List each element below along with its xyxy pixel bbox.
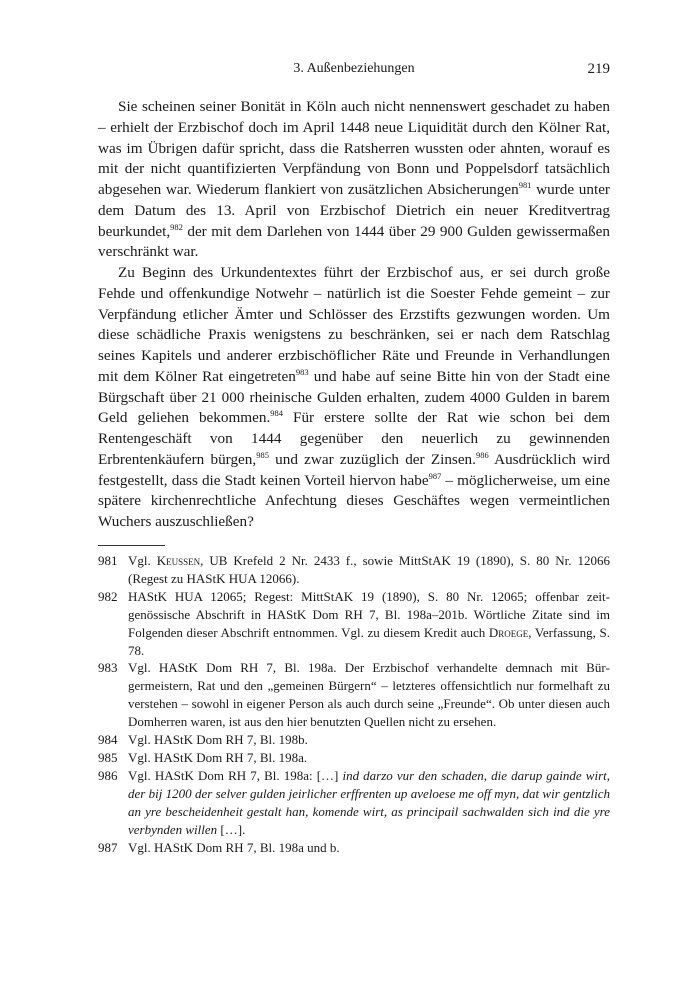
text-run: Vgl. HAStK Dom RH 7, Bl. 198a und b. [128,839,340,855]
text-run: Vgl. HAStK Dom RH 7, Bl. 198a. [128,749,308,765]
footnote-text [128,767,610,839]
text-run: Zu Beginn des Urkundentextes führt der Erzbischof aus, er sei durch große Fehde und offenkundige Notwehr – natürlich ist die Soester Fehde gemeint – zur Verpfändung etlicher Ämter und Schlösser des Erzstifts gezwungen worden. Um diese schädliche Praxis wenigstens zu beschränken, sei er nach dem Ratschlag seines Kapitels und anderer erzbischöflicher Räte und Freunde in Verhandlungen mit dem Kölner Rat eingetreten [98,264,610,385]
footnote [98,749,610,767]
text-run: […]. [217,821,246,837]
footnote [98,731,610,749]
text-run: Sie scheinen seiner Bonität in Köln auch nicht nennenswert geschadet zu haben – erhielt der Erzbischof doch im April 1448 neue Liquidität durch den Kölner Rat, was im Übrigen dafür spricht, dass die Ratsherren wussten oder ahnten, worauf es mit der nicht quantifizierten Verpfändung von Bonn und Poppelsdorf tatsächlich abgesehen war. Wiederum flankiert von zusätzlichen Absicherungen [98,98,610,198]
footnote-separator [98,545,165,546]
footnote-number: 981 [98,553,118,568]
footnote-reference[interactable]: 984 [270,408,283,419]
quotation: ind darzo vur den schaden, die darup gainde wirt, der bij 1200 der selver gulden jeirlicher erffrenten up aveloese me off myn, dat wir gentzlich an yre bescheidenheit gestalt han, komende wirt, as principail sachwalden sich ind die yre verbynden willen [128,767,610,837]
page-number: 219 [587,61,610,77]
footnote-number: 985 [98,749,118,765]
footnote-reference[interactable]: 985 [256,449,269,460]
text-run: und zwar zuzüglich der Zinsen. [268,450,476,468]
footnote [98,659,610,731]
footnote-reference[interactable]: 986 [475,449,489,460]
running-header [98,61,610,81]
footnote [98,588,610,660]
text-run: und habe auf seine Bitte hin von der Stadt eine Bürgschaft über 21 000 rheinische Gulden erhalten, zudem 4000 Gulden in barem Geld geliehen bekommen. [98,367,610,427]
text-run: Für erstere sollte der Rat wie schon bei dem Rentengeschäft von 1444 gegenüber den neuerlich zu gewinnenden Erbrentenkäufern bürgen, [98,409,611,468]
footnote [98,552,610,588]
footnote-text [128,731,610,749]
footnote-text [128,588,610,660]
footnote-reference[interactable]: 983 [295,366,309,377]
text-run: , UB Krefeld 2 Nr. 2433 f., sowie MittStAK 19 (1890), S. 80 Nr. 12066 (Regest zu HAStK HUA 12066). [128,553,610,586]
footnote-number: 986 [98,767,118,783]
footnote-number: 987 [98,839,118,855]
paragraph [98,263,610,533]
footnote-text [128,749,610,767]
text-run: Vgl. HAStK Dom RH 7, Bl. 198a. Der Erzbischof verhandelte demnach mit Bürgermeistern, Rat und den „gemeinen Bürgern“ – letzteres offensichtlich nur formelhaft zu verstehen – sowohl in eigener Person als auch durch seine „Freunde“. Ob unter diesen auch Domherren waren, ist aus den hier benutzten Quellen nicht zu ersehen. [128,660,610,730]
text-run: Vgl. [128,553,157,568]
author-name: Droege [488,624,529,640]
footnote-text [128,659,610,731]
footnote-text [128,839,610,857]
footnote-reference[interactable]: 987 [428,470,442,481]
footnote-number: 984 [98,732,118,748]
text-run: HAStK HUA 12065; Regest: MittStAK 19 (1890), S. 80 Nr. 12065; offenbar zeitgenössische Abschrift in HAStK Dom RH 7, Bl. 198a–201b. Wörtliche Zitate sind im Folgenden dieser Abschrift entnommen. Vgl. zu diesem Kredit auch [128,588,610,640]
running-title: 3. Außenbeziehungen [293,61,415,76]
text-run: Ausdrücklich wird festgestellt, dass die Stadt keinen Vorteil hiervon habe [98,450,610,489]
footnote-reference[interactable]: 981 [518,180,532,190]
footnote-reference[interactable]: 982 [170,221,183,232]
footnote [98,839,610,857]
text-run: – möglicherweise, um eine spätere kirchenrechtliche Anfechtung dieses Geschäftes wegen vermeintlichen Wuchers auszuschließen? [98,471,610,530]
main-text [98,97,610,533]
text-run: der mit dem Darlehen von 1444 über 29 900 Gulden gewissermaßen verschränkt war. [98,222,610,261]
footnote [98,767,610,839]
author-name: Keussen [156,553,201,568]
footnote-text [128,552,610,588]
footnote-number: 983 [98,660,118,676]
text-run: Vgl. HAStK Dom RH 7, Bl. 198b. [128,732,308,748]
text-run: , Verfassung, S. 78. [128,624,610,658]
text-run: Vgl. HAStK Dom RH 7, Bl. 198a: […] [128,767,343,783]
footnote-number: 982 [98,588,118,604]
text-run: wurde unter dem Datum des 13. April von Erzbischof Dietrich ein neuer Kreditvertrag beurkundet, [98,181,610,240]
footnotes [98,552,610,856]
paragraph [98,97,610,263]
